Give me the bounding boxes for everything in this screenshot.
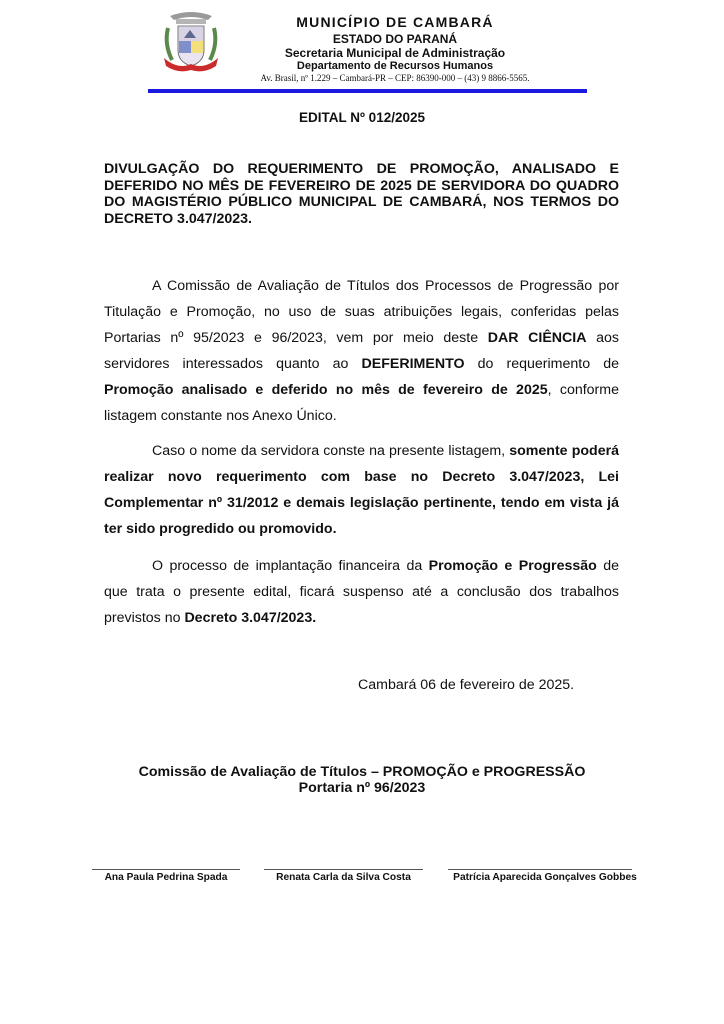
state-name: ESTADO DO PARANÁ — [332, 32, 458, 46]
paragraph-text: A Comissão de Avaliação de Títulos dos Processos de Progressão por Titulação e Promoção, no uso de suas atribuições legais, conferidas pelas Portarias nº 95/2023 e 96/2023, vem por meio deste — [104, 278, 619, 346]
body-paragraph-3 — [104, 553, 619, 631]
secretariat-name: Secretaria Municipal de Administração — [284, 46, 506, 60]
signature-line — [264, 869, 423, 870]
municipal-coat-of-arms-icon — [160, 10, 222, 76]
document-date: Cambará 06 de fevereiro de 2025. — [358, 677, 575, 693]
paragraph-bold-text: DEFERIMENTO — [361, 356, 465, 372]
paragraph-text: O processo de implantação financeira da — [152, 558, 429, 574]
paragraph-bold-text: Promoção e Progressão — [428, 558, 597, 574]
signatory-name: Ana Paula Pedrina Spada — [104, 872, 228, 883]
edital-subject: DIVULGAÇÃO DO REQUERIMENTO DE PROMOÇÃO, ANALISADO E DEFERIDO NO MÊS DE FEVEREIRO DE 2025 DE SERVIDORA DO QUADRO DO MAGISTÉRIO PÚBLICO MUNICIPAL DE CAMBARÁ, NOS TERMOS DO DECRETO 3.047/2023. — [104, 161, 619, 227]
signatory-name: Patrícia Aparecida Gonçalves Gobbes — [453, 872, 637, 883]
signatory-name: Renata Carla da Silva Costa — [276, 872, 411, 883]
body-paragraph-1 — [104, 273, 619, 429]
header-divider — [148, 89, 587, 93]
signature-line — [448, 869, 632, 870]
municipality-name: MUNICÍPIO DE CAMBARÁ — [296, 14, 494, 30]
paragraph-text: de que trata o presente edital, ficará suspenso até a conclusão dos trabalhos previstos no — [104, 558, 619, 626]
paragraph-text: , conforme listagem constante nos Anexo Único. — [104, 382, 619, 424]
paragraph-bold-text: Promoção analisado e deferido no mês de fevereiro de 2025 — [104, 382, 548, 398]
paragraph-text: aos servidores interessados quanto ao — [104, 330, 619, 372]
paragraph-bold-text: somente poderá realizar novo requerimento com base no Decreto 3.047/2023, Lei Complementar nº 31/2012 e demais legislação pertinente, tendo em vista já ter sido progredido ou promovido. — [104, 443, 619, 537]
paragraph-bold-text: Decreto 3.047/2023. — [184, 610, 317, 626]
header-address: Av. Brasil, nº 1.229 – Cambará-PR – CEP: 86390-000 – (43) 9 8866-5565. — [260, 73, 530, 83]
body-paragraph-2 — [104, 438, 619, 542]
committee-ordinance: Portaria nº 96/2023 — [298, 780, 426, 796]
paragraph-bold-text: DAR CIÊNCIA — [487, 330, 587, 346]
edital-title: EDITAL Nº 012/2025 — [299, 110, 425, 125]
signature-line — [92, 869, 240, 870]
committee-name: Comissão de Avaliação de Títulos – PROMOÇÃO e PROGRESSÃO — [138, 764, 586, 780]
department-name: Departamento de Recursos Humanos — [296, 60, 494, 72]
paragraph-text: Caso o nome da servidora conste na presente listagem, — [152, 443, 510, 459]
paragraph-text: do requerimento de — [464, 356, 620, 372]
